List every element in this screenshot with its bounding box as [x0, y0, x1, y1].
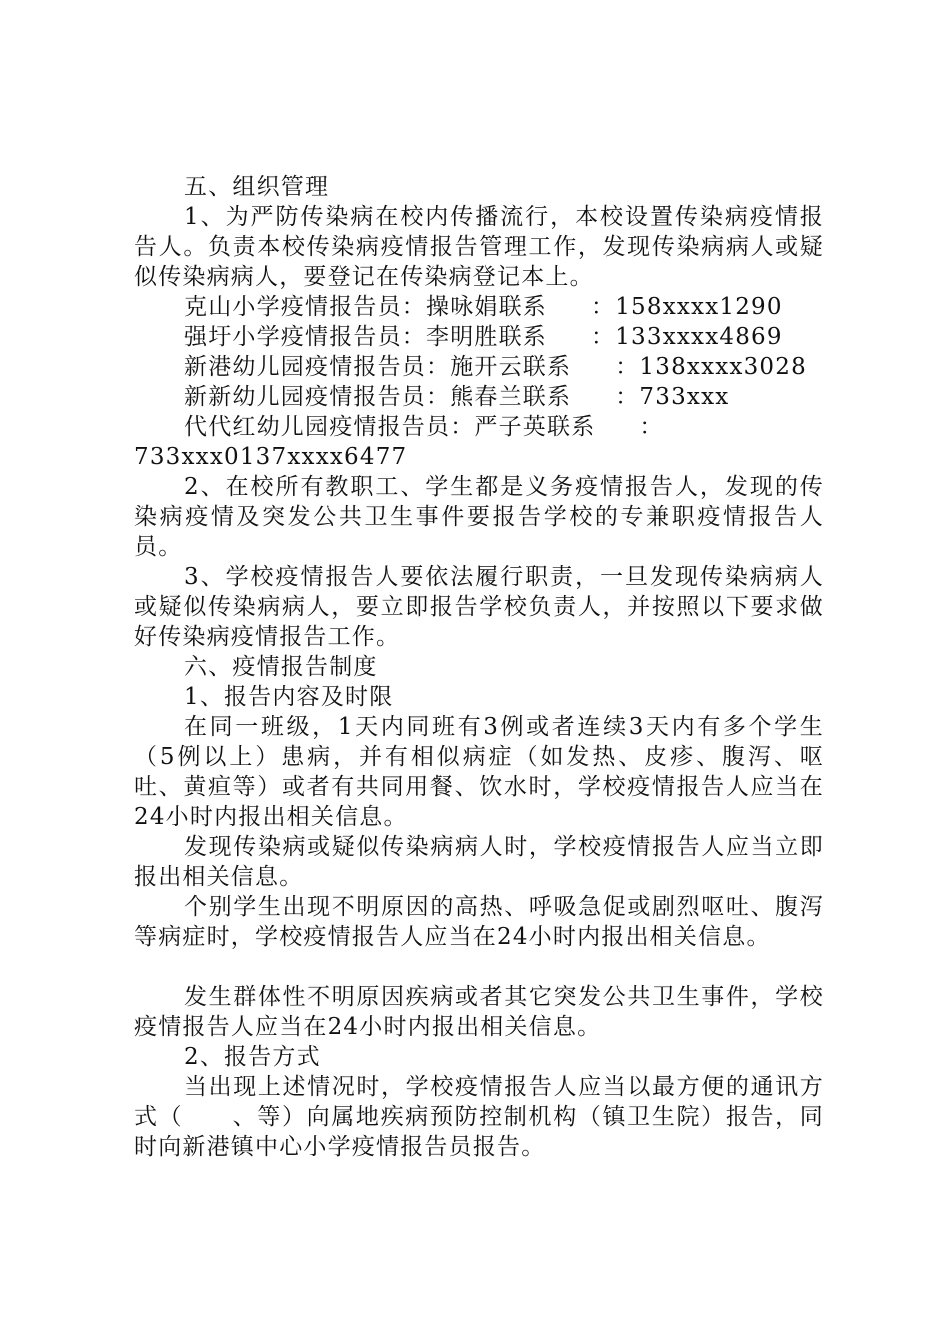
- paragraph-individual-student: 个别学生出现不明原因的高热、呼吸急促或剧烈呕吐、腹泻等病症时，学校疫情报告人应当在24小时内报出相关信息。: [134, 894, 824, 950]
- contact-phone: ：133xxxx4869: [591, 324, 783, 350]
- contact-overflow-number: 733xxx0137xxxx6477: [134, 444, 408, 470]
- section-heading-report-system: 六、疫情报告制度: [184, 654, 378, 680]
- contact-phone: ：158xxxx1290: [591, 294, 783, 320]
- paragraph-reporter-setup: 1、为严防传染病在校内传播流行，本校设置传染病疫情报告人。负责本校传染病疫情报告管理工作，发现传染病病人或疑似传染病病人，要登记在传染病登记本上。: [134, 204, 824, 290]
- contact-phone: ：138xxxx3028: [615, 354, 807, 380]
- contact-line: [134, 382, 824, 412]
- contact-label: 代代红幼儿园疫情报告员：严子英联系: [184, 414, 596, 440]
- section-heading-organization: 五、组织管理: [184, 174, 330, 200]
- blank-line: [134, 952, 824, 982]
- paragraph-all-staff: 2、在校所有教职工、学生都是义务疫情报告人，发现的传染病疫情及突发公共卫生事件要报告学校的专兼职疫情报告人员。: [134, 474, 824, 560]
- document-body: [134, 172, 824, 1162]
- contact-line: [134, 352, 824, 382]
- subheading-content-timelimit: 1、报告内容及时限: [184, 684, 394, 710]
- contact-label: 克山小学疫情报告员：操咏娟联系: [184, 294, 547, 320]
- paragraph-group-event: 发生群体性不明原因疾病或者其它突发公共卫生事件，学校疫情报告人应当在24小时内报出相关信息。: [134, 984, 824, 1040]
- contact-phone: ：733xxx: [615, 384, 730, 410]
- paragraph-infectious-found: 发现传染病或疑似传染病病人时，学校疫情报告人应当立即报出相关信息。: [134, 834, 824, 890]
- contact-label: 新港幼儿园疫情报告员：施开云联系: [184, 354, 572, 380]
- contact-line: [134, 412, 824, 442]
- contact-label: 强圩小学疫情报告员：李明胜联系: [184, 324, 547, 350]
- subheading-report-method: 2、报告方式: [184, 1044, 321, 1070]
- paragraph-reporter-duty: 3、学校疫情报告人要依法履行职责，一旦发现传染病病人或疑似传染病病人，要立即报告学校负责人，并按照以下要求做好传染病疫情报告工作。: [134, 564, 824, 650]
- contact-line: [134, 292, 824, 322]
- contact-label: 新新幼儿园疫情报告员：熊春兰联系: [184, 384, 572, 410]
- paragraph-report-channel: 当出现上述情况时，学校疫情报告人应当以最方便的通讯方式（ 、等）向属地疾病预防控制机构（镇卫生院）报告，同时向新港镇中心小学疫情报告员报告。: [134, 1074, 824, 1160]
- paragraph-same-class: 在同一班级，1天内同班有3例或者连续3天内有多个学生（5例以上）患病，并有相似病症（如发热、皮疹、腹泻、呕吐、黄疸等）或者有共同用餐、饮水时，学校疫情报告人应当在24小时内报出相关信息。: [134, 714, 824, 830]
- contact-line: [134, 322, 824, 352]
- contact-phone: ：: [639, 414, 664, 440]
